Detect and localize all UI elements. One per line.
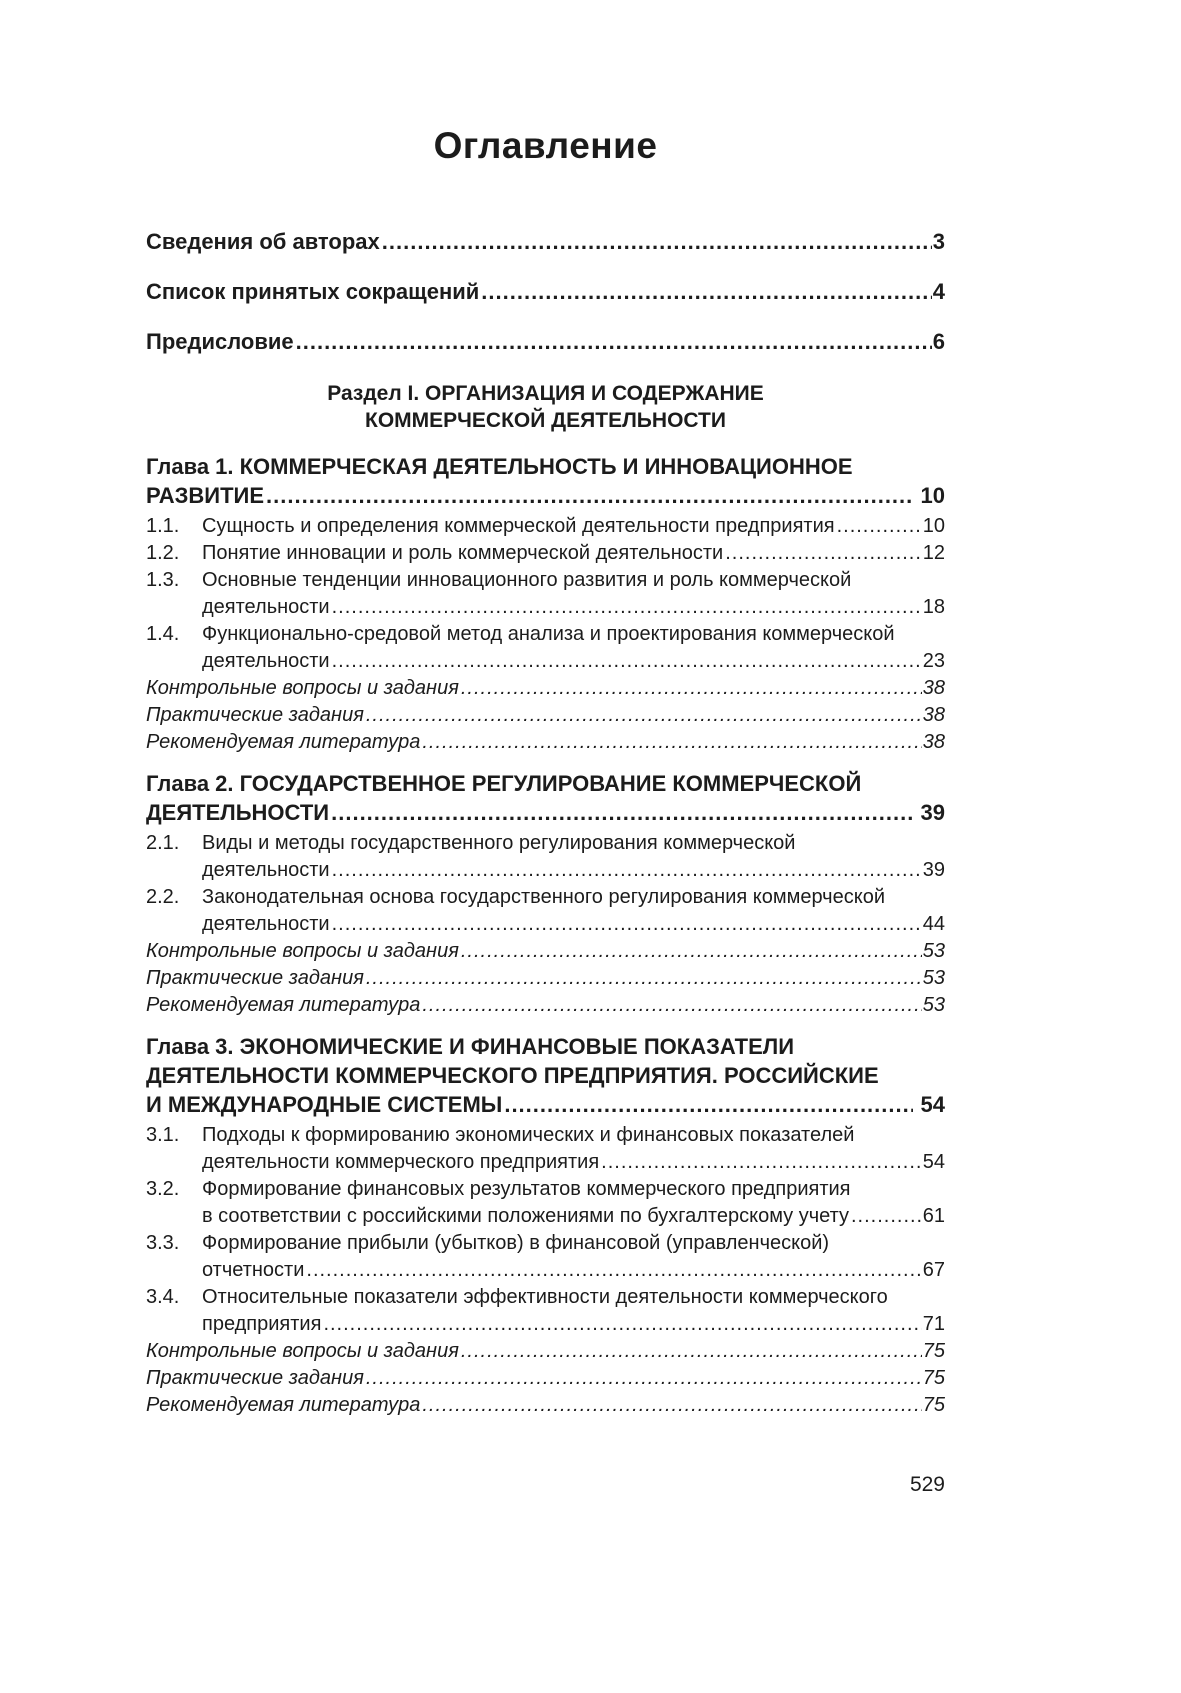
entry-page-number: 39	[922, 859, 945, 881]
toc-item	[146, 884, 945, 938]
toc-item-line	[146, 884, 945, 911]
chapter-extra-entry	[146, 702, 945, 729]
chapter-extra-entry	[146, 992, 945, 1019]
item-text: предприятия	[202, 1313, 322, 1335]
item-number: 3.2.	[146, 1178, 180, 1200]
item-number: 1.4.	[146, 623, 180, 645]
item-text: Функционально-средовой метод анализа и проектирования коммерческой	[202, 623, 895, 645]
toc-item	[146, 1122, 945, 1176]
extra-label: Рекомендуемая литература	[146, 1394, 421, 1416]
toc-item	[146, 1284, 945, 1338]
dot-leader	[306, 1257, 921, 1284]
front-matter-label: Сведения об авторах	[146, 229, 380, 254]
toc-item-line	[146, 621, 945, 648]
front-matter-entry	[146, 328, 945, 356]
entry-page-number: 18	[922, 596, 945, 618]
toc-item	[146, 540, 945, 567]
entry-page-number: 38	[922, 704, 945, 726]
chapter-extra-entry	[146, 938, 945, 965]
front-matter-entry	[146, 278, 945, 306]
item-number: 1.1.	[146, 515, 180, 537]
entry-page-number: 75	[922, 1340, 945, 1362]
entry-page-number: 61	[922, 1205, 945, 1227]
dot-leader	[266, 481, 912, 510]
item-text: деятельности	[202, 650, 330, 672]
dot-leader	[837, 513, 922, 540]
dot-leader	[332, 594, 922, 621]
item-text: Понятие инновации и роль коммерческой деятельности	[202, 542, 724, 564]
dot-leader	[332, 648, 922, 675]
item-text: деятельности	[202, 596, 330, 618]
entry-page-number: 67	[922, 1259, 945, 1281]
dot-leader	[422, 729, 921, 756]
toc-item-line	[146, 594, 945, 621]
item-text: Относительные показатели эффективности деятельности коммерческого	[202, 1286, 888, 1308]
chapter-heading-text: РАЗВИТИЕ	[146, 483, 265, 508]
toc-item-line	[146, 540, 945, 567]
extra-label: Практические задания	[146, 967, 364, 989]
entry-page-number: 75	[922, 1367, 945, 1389]
dot-leader	[382, 228, 932, 256]
chapter-extra-entry	[146, 1365, 945, 1392]
front-matter-label: Предисловие	[146, 329, 294, 354]
entry-page-number: 71	[922, 1313, 945, 1335]
toc-item	[146, 830, 945, 884]
front-matter-label: Список принятых сокращений	[146, 279, 480, 304]
entry-page-number: 75	[922, 1394, 945, 1416]
toc-item-line	[146, 1311, 945, 1338]
dot-leader	[481, 278, 931, 306]
dot-leader	[331, 798, 912, 827]
entry-page-number: 38	[922, 731, 945, 753]
item-number: 1.3.	[146, 569, 180, 591]
item-number: 3.3.	[146, 1232, 180, 1254]
item-text: в соответствии с российскими положениями по бухгалтерскому учету	[202, 1205, 849, 1227]
toc-item-line	[146, 1203, 945, 1230]
item-number: 1.2.	[146, 542, 180, 564]
chapter-heading	[146, 1032, 945, 1119]
entry-page-number: 10	[922, 515, 945, 537]
toc-item-line	[146, 1122, 945, 1149]
chapter-extra-entry	[146, 1392, 945, 1419]
section-heading-line: Раздел I. ОРГАНИЗАЦИЯ И СОДЕРЖАНИЕ	[327, 382, 764, 405]
toc-item-line	[146, 1257, 945, 1284]
toc-item-line	[146, 513, 945, 540]
toc-item-line	[146, 567, 945, 594]
chapter-heading-last-line	[146, 481, 945, 510]
item-number: 3.4.	[146, 1286, 180, 1308]
dot-leader	[461, 1338, 922, 1365]
toc-item-line	[146, 1176, 945, 1203]
toc-item-line	[146, 1284, 945, 1311]
dot-leader	[725, 540, 922, 567]
front-matter-list	[146, 228, 945, 356]
extra-label: Рекомендуемая литература	[146, 994, 421, 1016]
chapter-heading-text: ДЕЯТЕЛЬНОСТИ	[146, 800, 330, 825]
dot-leader	[461, 938, 922, 965]
chapter-heading	[146, 769, 945, 827]
entry-page-number: 38	[922, 677, 945, 699]
item-number: 3.1.	[146, 1124, 180, 1146]
toc-item	[146, 1230, 945, 1284]
entry-page-number: 53	[922, 940, 945, 962]
chapter-extra-entry	[146, 729, 945, 756]
dot-leader	[422, 1392, 921, 1419]
dot-leader	[296, 328, 932, 356]
item-text: Основные тенденции инновационного развития и роль коммерческой	[202, 569, 852, 591]
item-text: Подходы к формированию экономических и финансовых показателей	[202, 1124, 855, 1146]
chapter-heading-text: Глава 3. ЭКОНОМИЧЕСКИЕ И ФИНАНСОВЫЕ ПОКАЗАТЕЛИ	[146, 1034, 795, 1059]
chapter-extra-entry	[146, 675, 945, 702]
entry-page-number: 3	[932, 229, 945, 254]
toc-item-line	[146, 911, 945, 938]
entry-page-number: 10	[920, 483, 945, 508]
toc-item	[146, 567, 945, 621]
entry-page-number: 6	[932, 329, 945, 354]
item-text: Виды и методы государственного регулирования коммерческой	[202, 832, 796, 854]
entry-page-number: 54	[920, 1092, 945, 1117]
item-text: Формирование финансовых результатов коммерческого предприятия	[202, 1178, 851, 1200]
entry-page-number: 53	[922, 994, 945, 1016]
item-text: Сущность и определения коммерческой деятельности предприятия	[202, 515, 835, 537]
dot-leader	[366, 702, 922, 729]
section-heading-line: КОММЕРЧЕСКОЙ ДЕЯТЕЛЬНОСТИ	[365, 409, 726, 432]
extra-label: Практические задания	[146, 1367, 364, 1389]
entry-page-number: 54	[922, 1151, 945, 1173]
entry-page-number: 23	[922, 650, 945, 672]
item-text: отчетности	[202, 1259, 305, 1281]
chapter-heading-last-line	[146, 1090, 945, 1119]
toc-item	[146, 621, 945, 675]
chapter-heading-text: Глава 2. ГОСУДАРСТВЕННОЕ РЕГУЛИРОВАНИЕ КОММЕРЧЕСКОЙ	[146, 771, 862, 796]
extra-label: Контрольные вопросы и задания	[146, 940, 459, 962]
dot-leader	[422, 992, 921, 1019]
dot-leader	[366, 1365, 922, 1392]
toc-item	[146, 1176, 945, 1230]
page-title: Оглавление	[433, 125, 658, 166]
chapter-heading-text: И МЕЖДУНАРОДНЫЕ СИСТЕМЫ	[146, 1092, 503, 1117]
entry-page-number: 4	[932, 279, 945, 304]
toc-item-line	[146, 1230, 945, 1257]
dot-leader	[332, 857, 922, 884]
dot-leader	[601, 1149, 922, 1176]
item-number: 2.1.	[146, 832, 180, 854]
item-text: деятельности	[202, 913, 330, 935]
front-matter-entry	[146, 228, 945, 256]
chapter-heading	[146, 452, 945, 510]
toc-item-line	[146, 648, 945, 675]
item-text: Формирование прибыли (убытков) в финансовой (управленческой)	[202, 1232, 830, 1254]
extra-label: Контрольные вопросы и задания	[146, 677, 459, 699]
chapter-block	[146, 769, 945, 1019]
item-text: Законодательная основа государственного регулирования коммерческой	[202, 886, 885, 908]
toc-body	[146, 452, 945, 1419]
dot-leader	[332, 911, 922, 938]
toc-item-line	[146, 830, 945, 857]
dot-leader	[851, 1203, 922, 1230]
section-heading	[146, 380, 945, 434]
entry-page-number: 53	[922, 967, 945, 989]
toc-item-line	[146, 1149, 945, 1176]
toc-item	[146, 513, 945, 540]
chapter-block	[146, 1032, 945, 1419]
page-number: 529	[909, 1473, 945, 1496]
entry-page-number: 12	[922, 542, 945, 564]
chapter-heading-last-line	[146, 798, 945, 827]
extra-label: Рекомендуемая литература	[146, 731, 421, 753]
extra-label: Практические задания	[146, 704, 364, 726]
chapter-extra-entry	[146, 1338, 945, 1365]
dot-leader	[323, 1311, 921, 1338]
toc-item-line	[146, 857, 945, 884]
dot-leader	[461, 675, 922, 702]
dot-leader	[504, 1090, 912, 1119]
item-text: деятельности коммерческого предприятия	[202, 1151, 600, 1173]
entry-page-number: 39	[920, 800, 945, 825]
dot-leader	[366, 965, 922, 992]
extra-label: Контрольные вопросы и задания	[146, 1340, 459, 1362]
item-number: 2.2.	[146, 886, 180, 908]
chapter-extra-entry	[146, 965, 945, 992]
chapter-block	[146, 452, 945, 756]
chapter-heading-text: Глава 1. КОММЕРЧЕСКАЯ ДЕЯТЕЛЬНОСТЬ И ИННОВАЦИОННОЕ	[146, 454, 853, 479]
entry-page-number: 44	[922, 913, 945, 935]
item-text: деятельности	[202, 859, 330, 881]
chapter-heading-text: ДЕЯТЕЛЬНОСТИ КОММЕРЧЕСКОГО ПРЕДПРИЯТИЯ. РОССИЙСКИЕ	[146, 1063, 879, 1088]
